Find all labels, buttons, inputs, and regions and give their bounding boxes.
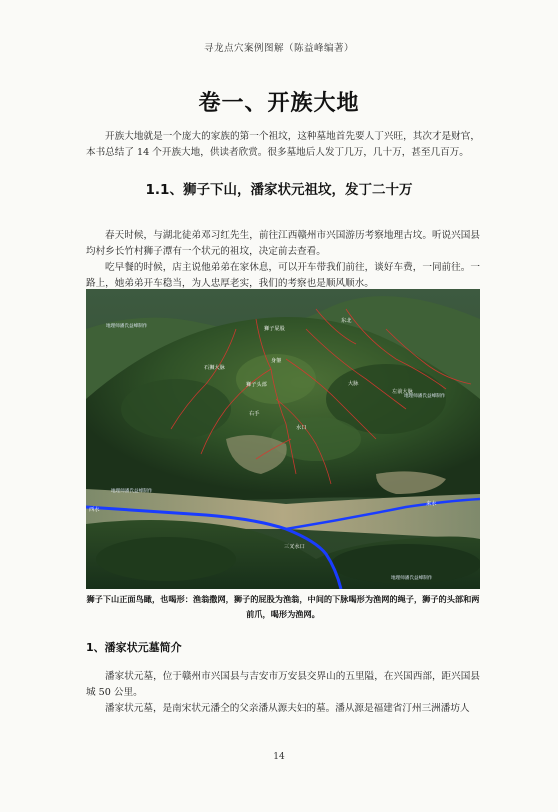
map-label-lion-butt: 狮子屁股 bbox=[264, 326, 285, 332]
running-head: 寻龙点穴案例图解（陈益峰编著） bbox=[203, 43, 354, 54]
page-number: 14 bbox=[273, 752, 285, 762]
map-label-east: 东北 bbox=[341, 318, 352, 324]
map-label-watermark-tl: 地理师潘氏益峰制作 bbox=[106, 324, 148, 329]
map-label-river-west: 西水 bbox=[89, 507, 100, 513]
map-label-water-in: 来水 bbox=[426, 501, 437, 507]
chapter-title: 卷一、开族大地 bbox=[198, 91, 360, 116]
map-label-stone-ridge: 石狮大脉 bbox=[204, 365, 225, 371]
map-label-watermark-br: 地理师潘氏益峰制作 bbox=[391, 576, 433, 581]
map-label-lion-head: 狮子头部 bbox=[246, 382, 267, 388]
terrain-map-figure bbox=[86, 289, 480, 589]
map-label-sancha: 三叉水口 bbox=[284, 544, 305, 550]
map-label-right-claw: 右手 bbox=[249, 411, 260, 417]
intro2-paragraph-2: 潘家状元墓，是南宋状元潘仝的父亲潘从源夫妇的墓。潘从源是福建省汀州三洲潘坊人 bbox=[105, 703, 470, 714]
map-label-water: 水口 bbox=[296, 425, 307, 431]
story-paragraph-2: 吃早餐的时候，店主说他弟弟在家休息，可以开车带我们前往，谈好车费，一同前往。一路上，她弟弟开车稳当，为人忠厚老实，我们的考察也是顺风顺水。 bbox=[86, 262, 480, 289]
map-label-left-front: 左前大脉 bbox=[392, 389, 413, 395]
intro-paragraph: 开族大地就是一个庞大的家族的第一个祖坟，这种墓地首先要人丁兴旺，其次才是财官，本书总结了 14 个开族大地，供读者欣赏。很多墓地后人发丁几万，几十万，甚至几百万。 bbox=[86, 131, 480, 158]
figure-caption: 狮子下山正面鸟瞰，也喝形：渔翁撒网，狮子的屁股为渔翁，中间的下脉喝形为渔网的绳子，狮子的头部和两前爪，喝形为渔网。 bbox=[86, 594, 480, 619]
section-title: 1.1、狮子下山，潘家状元祖坟，发丁二十万 bbox=[145, 182, 413, 198]
terrain-map bbox=[86, 289, 480, 589]
map-label-watermark-r: 地理师潘氏益峰制作 bbox=[404, 394, 446, 399]
map-label-watermark-l: 地理师潘氏益峰制作 bbox=[111, 489, 153, 494]
map-label-big-vein: 大脉 bbox=[348, 381, 359, 387]
story-paragraph-1: 春天时候，与湖北徒弟邓习红先生，前往江西赣州市兴国游历考察地理古坟。听说兴国县均村乡长竹村狮子潭有一个状元的祖坟，决定前去查看。 bbox=[86, 230, 480, 257]
subsection-title: 1、潘家状元墓简介 bbox=[86, 641, 182, 654]
map-label-body: 身躯 bbox=[271, 358, 282, 364]
intro2-paragraph-1: 潘家状元墓，位于赣州市兴国县与吉安市万安县交界山的五里隘，在兴国西部，距兴国县城 50 公里。 bbox=[86, 671, 480, 698]
